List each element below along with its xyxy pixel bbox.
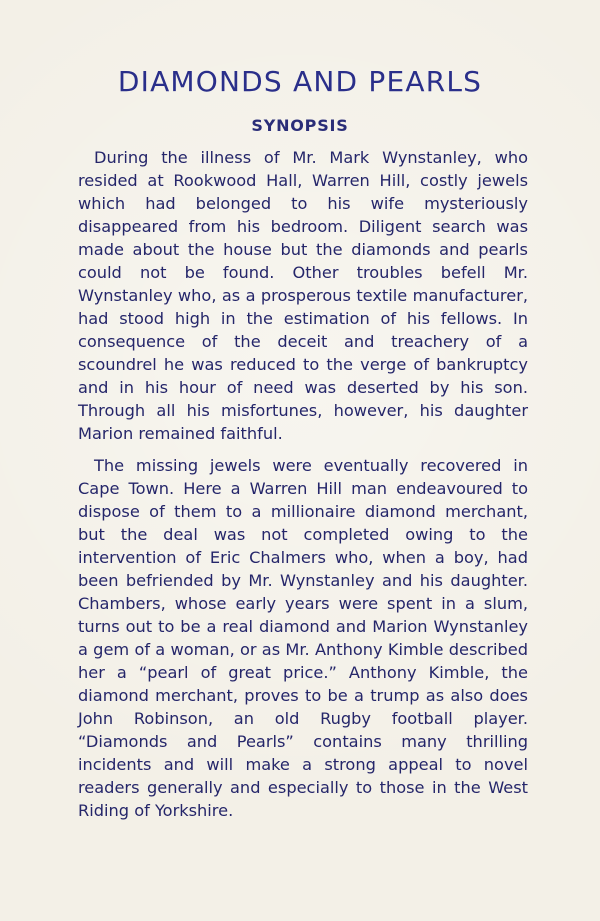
synopsis-text (78, 146, 528, 831)
page-subtitle: SYNOPSIS (251, 116, 349, 135)
synopsis-paragraph-1: During the illness of Mr. Mark Wynstanley, who resided at Rookwood Hall, Warren Hill, costly jewels which had belonged to his wife mysteriously disappeared from his bedroom. Diligent search was made about the house but the diamonds and pearls could not be found. Other troubles befell Mr. Wynstanley who, as a prosperous textile manufacturer, had stood high in the estimation of his fellows. In consequence of the deceit and treachery of a scoundrel he was reduced to the verge of bankruptcy and in his hour of need was deserted by his son. Through all his misfortunes, however, his daughter Marion remained faithful. (78, 148, 528, 443)
synopsis-paragraph-2: The missing jewels were eventually recovered in Cape Town. Here a Warren Hill man endeavoured to dispose of them to a millionaire diamond merchant, but the deal was not completed owing to the intervention of Eric Chalmers who, when a boy, had been befriended by Mr. Wynstanley and his daughter. Chambers, whose early years were spent in a slum, turns out to be a real diamond and Marion Wynstanley a gem of a woman, or as Mr. Anthony Kimble described her a “pearl of great price.” Anthony Kimble, the diamond merchant, proves to be a trump as also does John Robinson, an old Rugby football player. “Diamonds and Pearls” contains many thrilling incidents and will make a strong appeal to novel readers generally and especially to those in the West Riding of Yorkshire. (78, 456, 528, 820)
page-title: DIAMONDS AND PEARLS (117, 65, 483, 98)
